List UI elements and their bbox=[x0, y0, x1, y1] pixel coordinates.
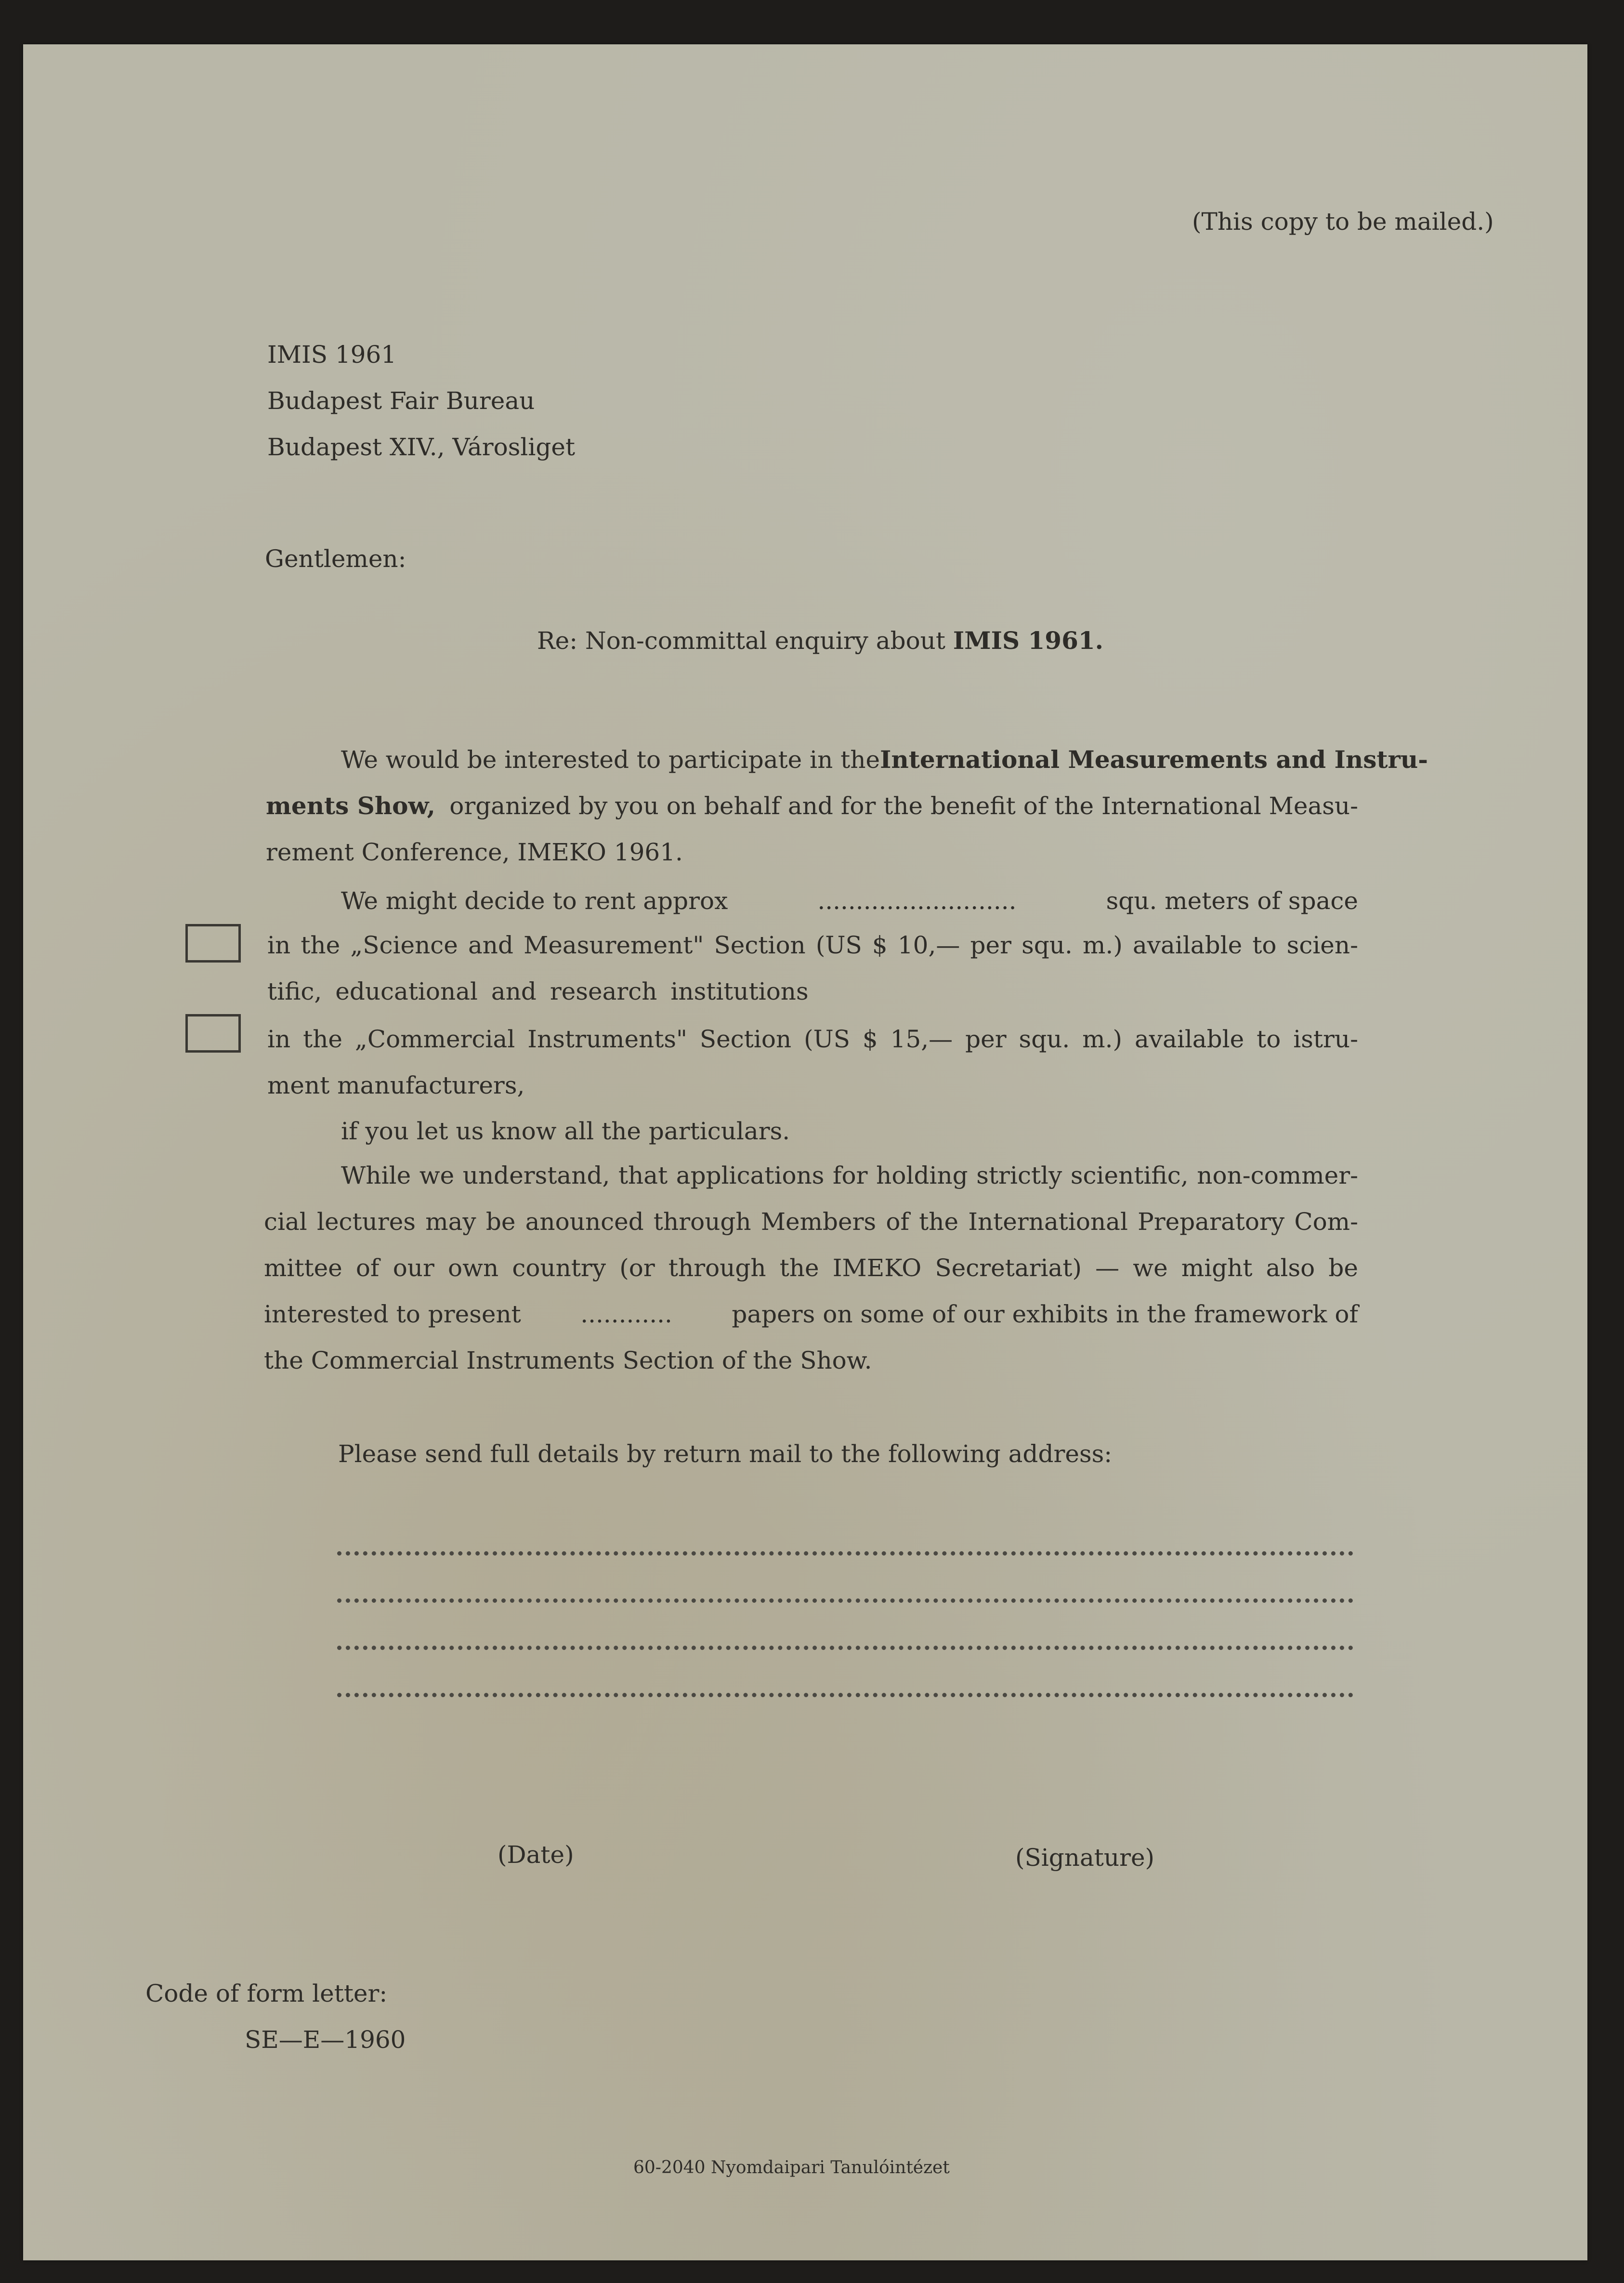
form-code-value: SE—E—1960 bbox=[245, 2026, 406, 2054]
papers-count-blank: ............ bbox=[580, 1300, 672, 1328]
address-line-1: IMIS 1961 bbox=[267, 341, 397, 369]
para3-line3: mittee of our own country (or through the IMEKO Secretariat) — we might also be bbox=[264, 1254, 1358, 1282]
printer-imprint: 60-2040 Nyomdaipari Tanulóintézet bbox=[633, 2158, 950, 2177]
para1-line2: ments Show, organized by you on behalf and for the benefit of the International Measu- bbox=[266, 792, 1358, 820]
para1-line1: We would be interested to participate in the International Measurements and Instru- bbox=[341, 745, 1428, 774]
para1-line3: rement Conference, IMEKO 1961. bbox=[266, 838, 683, 866]
rent-line: We might decide to rent approx .......................... squ. meters of space bbox=[341, 887, 1358, 915]
para3-line1: While we understand, that applications for holding strictly scientific, non-commer- bbox=[341, 1161, 1358, 1189]
para3-line5: the Commercial Instruments Section of the Show. bbox=[264, 1346, 872, 1374]
salutation: Gentlemen: bbox=[265, 545, 406, 573]
science-option-line1: in the „Science and Measurement" Section (US $ 10,— per squ. m.) available to scien- bbox=[267, 931, 1358, 959]
science-option-line2: tific, educational and research institutions bbox=[267, 977, 809, 1005]
address-blank-line-3[interactable] bbox=[337, 1641, 1353, 1650]
address-blank-line-2[interactable] bbox=[337, 1594, 1353, 1603]
commercial-option-line2: ment manufacturers, bbox=[267, 1071, 525, 1099]
form-code-label: Code of form letter: bbox=[145, 1979, 388, 2007]
rent-amount-blank: .......................... bbox=[817, 887, 1017, 915]
address-line-2: Budapest Fair Bureau bbox=[267, 387, 535, 415]
address-line-3: Budapest XIV., Városliget bbox=[267, 433, 576, 461]
para3-line4: interested to present ............ papers on some of our exhibits in the framework of bbox=[264, 1300, 1358, 1328]
address-blank-line-1[interactable] bbox=[337, 1546, 1353, 1556]
address-blank-line-4[interactable] bbox=[337, 1688, 1353, 1697]
science-section-checkbox[interactable] bbox=[185, 924, 241, 963]
letter-sheet bbox=[23, 44, 1587, 2260]
mailed-note: (This copy to be mailed.) bbox=[1192, 208, 1494, 236]
subject-line bbox=[537, 626, 1103, 655]
para3-line2: cial lectures may be anounced through Members of the International Preparatory Com- bbox=[264, 1208, 1358, 1236]
commercial-section-checkbox[interactable] bbox=[185, 1014, 241, 1053]
signature-label: (Signature) bbox=[1015, 1844, 1155, 1872]
subject-bold: IMIS 1961. bbox=[953, 626, 1104, 655]
request-line: Please send full details by return mail to the following address: bbox=[338, 1440, 1113, 1468]
commercial-option-line1: in the „Commercial Instruments" Section (US $ 15,— per squ. m.) available to istru- bbox=[267, 1025, 1358, 1053]
date-label: (Date) bbox=[498, 1841, 574, 1869]
rent-closing: if you let us know all the particulars. bbox=[341, 1117, 790, 1145]
subject-text: Re: Non-committal enquiry about bbox=[537, 627, 953, 655]
